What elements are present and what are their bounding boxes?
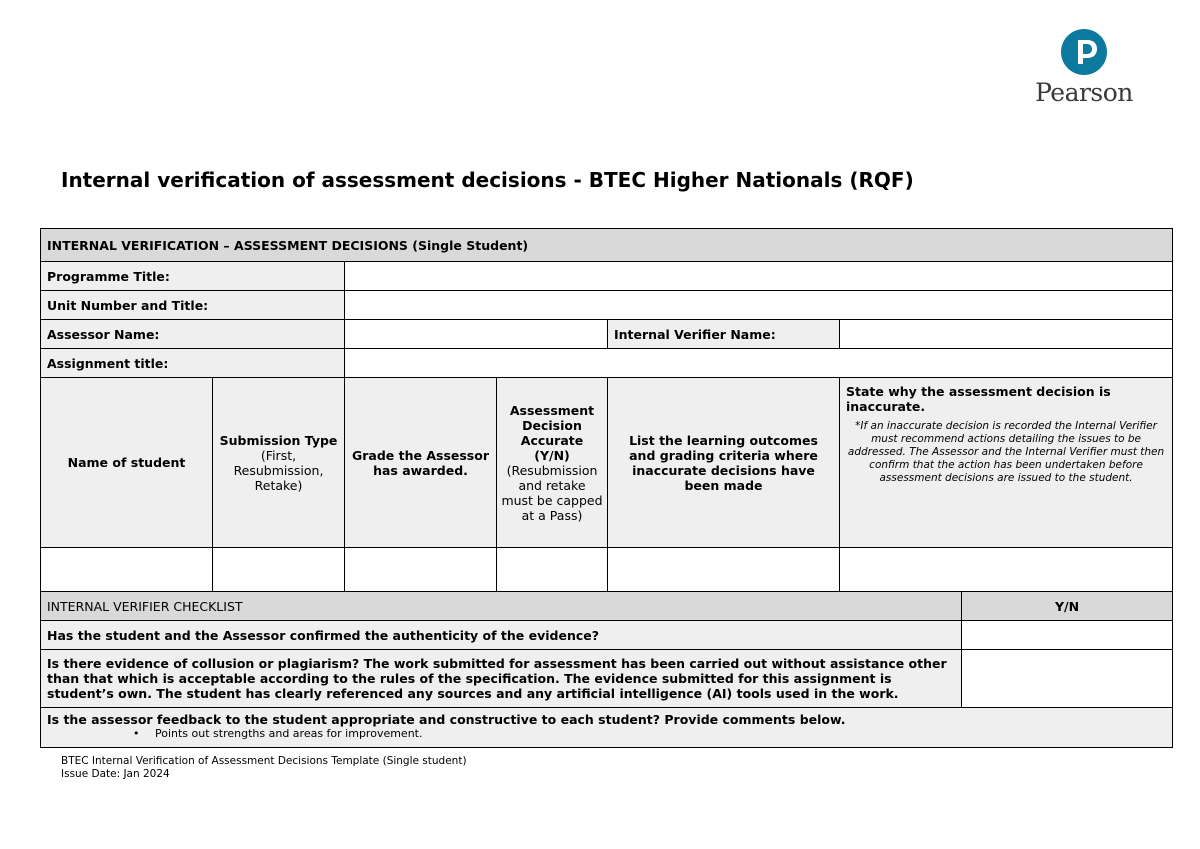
verifier-field[interactable]: [840, 320, 1173, 349]
col-outcomes-text: List the learning outcomes and grading criteria where inaccurate decisions have been made: [629, 432, 818, 493]
checklist-answer-1[interactable]: [962, 621, 1173, 650]
checklist-header: INTERNAL VERIFIER CHECKLIST: [41, 592, 962, 621]
checklist-header-row: [41, 592, 1173, 621]
reason-cell[interactable]: [840, 548, 1173, 592]
col-submission-note: (First, Resubmission, Retake): [233, 447, 324, 493]
document-title: Internal verification of assessment decisions - BTEC Higher Nationals (RQF): [61, 168, 914, 192]
unit-field[interactable]: [345, 291, 1173, 320]
form-header: INTERNAL VERIFICATION – ASSESSMENT DECISIONS (Single Student): [41, 229, 1173, 262]
pearson-p-icon: [1028, 26, 1140, 78]
checklist-row: [41, 650, 1173, 708]
col-submission-title: Submission Type: [219, 432, 338, 448]
checklist-row: [41, 621, 1173, 650]
bullet-icon: •: [133, 727, 140, 740]
checklist-question-2: Is there evidence of collusion or plagiarism? The work submitted for assessment has been carried out without assistance other than that which is acceptable according to the rules of the specification. The evidence submitted for this assignment is student’s own. The student has clearly referenced any sources and any artificial intelligence (AI) tools used in the work.: [41, 650, 962, 708]
pearson-wordmark: Pearson: [1035, 78, 1133, 107]
page-footer: [61, 755, 467, 781]
unit-row: [41, 291, 1173, 320]
programme-title-field[interactable]: [345, 262, 1173, 291]
programme-row: [41, 262, 1173, 291]
col-accurate-title: Assessment Decision Accurate (Y/N): [509, 402, 595, 463]
checklist-question-1: Has the student and the Assessor confirmed the authenticity of the evidence?: [41, 621, 962, 650]
col-state-note: *If an inaccurate decision is recorded the Internal Verifier must recommend actions detailing the issues to be addressed. The Assessor and the Internal Verifier must then confirm that the action has been undertaken before assessment decisions are issued to the student.: [847, 420, 1165, 484]
col-student-header: [41, 378, 213, 548]
assessor-label: Assessor Name:: [41, 320, 345, 349]
outcomes-cell[interactable]: [608, 548, 840, 592]
assignment-row: [41, 349, 1173, 378]
footer-issue-date: Issue Date: Jan 2024: [61, 768, 170, 780]
assignment-label: Assignment title:: [41, 349, 345, 378]
col-state-title: State why the assessment decision is inaccurate.: [846, 384, 1111, 414]
col-outcomes-header: [608, 378, 840, 548]
assessor-row: [41, 320, 1173, 349]
form-header-row: [41, 229, 1173, 262]
col-submission-header: [213, 378, 345, 548]
checklist-question-3: Is the assessor feedback to the student appropriate and constructive to each student? Provide comments below.: [47, 712, 846, 727]
accurate-cell[interactable]: [497, 548, 608, 592]
col-accurate-header: [497, 378, 608, 548]
col-grade-text: Grade the Assessor has awarded.: [351, 447, 489, 478]
col-state-header: [840, 378, 1173, 548]
column-header-row: [41, 378, 1173, 548]
checklist-answer-2[interactable]: [962, 650, 1173, 708]
student-name-cell[interactable]: [41, 548, 213, 592]
col-grade-header: [345, 378, 497, 548]
pearson-logo: [1028, 26, 1140, 108]
footer-template-name: BTEC Internal Verification of Assessment Decisions Template (Single student): [61, 755, 467, 767]
feedback-row: [41, 708, 1173, 748]
feedback-bullet: [47, 727, 1166, 740]
programme-title-label: Programme Title:: [41, 262, 345, 291]
feedback-cell: [41, 708, 1173, 748]
verification-form: [40, 228, 1173, 748]
assignment-field[interactable]: [345, 349, 1173, 378]
feedback-bullet-text: Points out strengths and areas for improvement.: [155, 727, 423, 740]
assessor-field[interactable]: [345, 320, 608, 349]
student-entry-row: [41, 548, 1173, 592]
col-accurate-note: (Resubmission and retake must be capped at a Pass): [501, 462, 603, 523]
verifier-label: Internal Verifier Name:: [608, 320, 840, 349]
checklist-yn-header: Y/N: [962, 592, 1173, 621]
col-student-text: Name of student: [67, 455, 186, 470]
unit-label: Unit Number and Title:: [41, 291, 345, 320]
submission-type-cell[interactable]: [213, 548, 345, 592]
grade-cell[interactable]: [345, 548, 497, 592]
